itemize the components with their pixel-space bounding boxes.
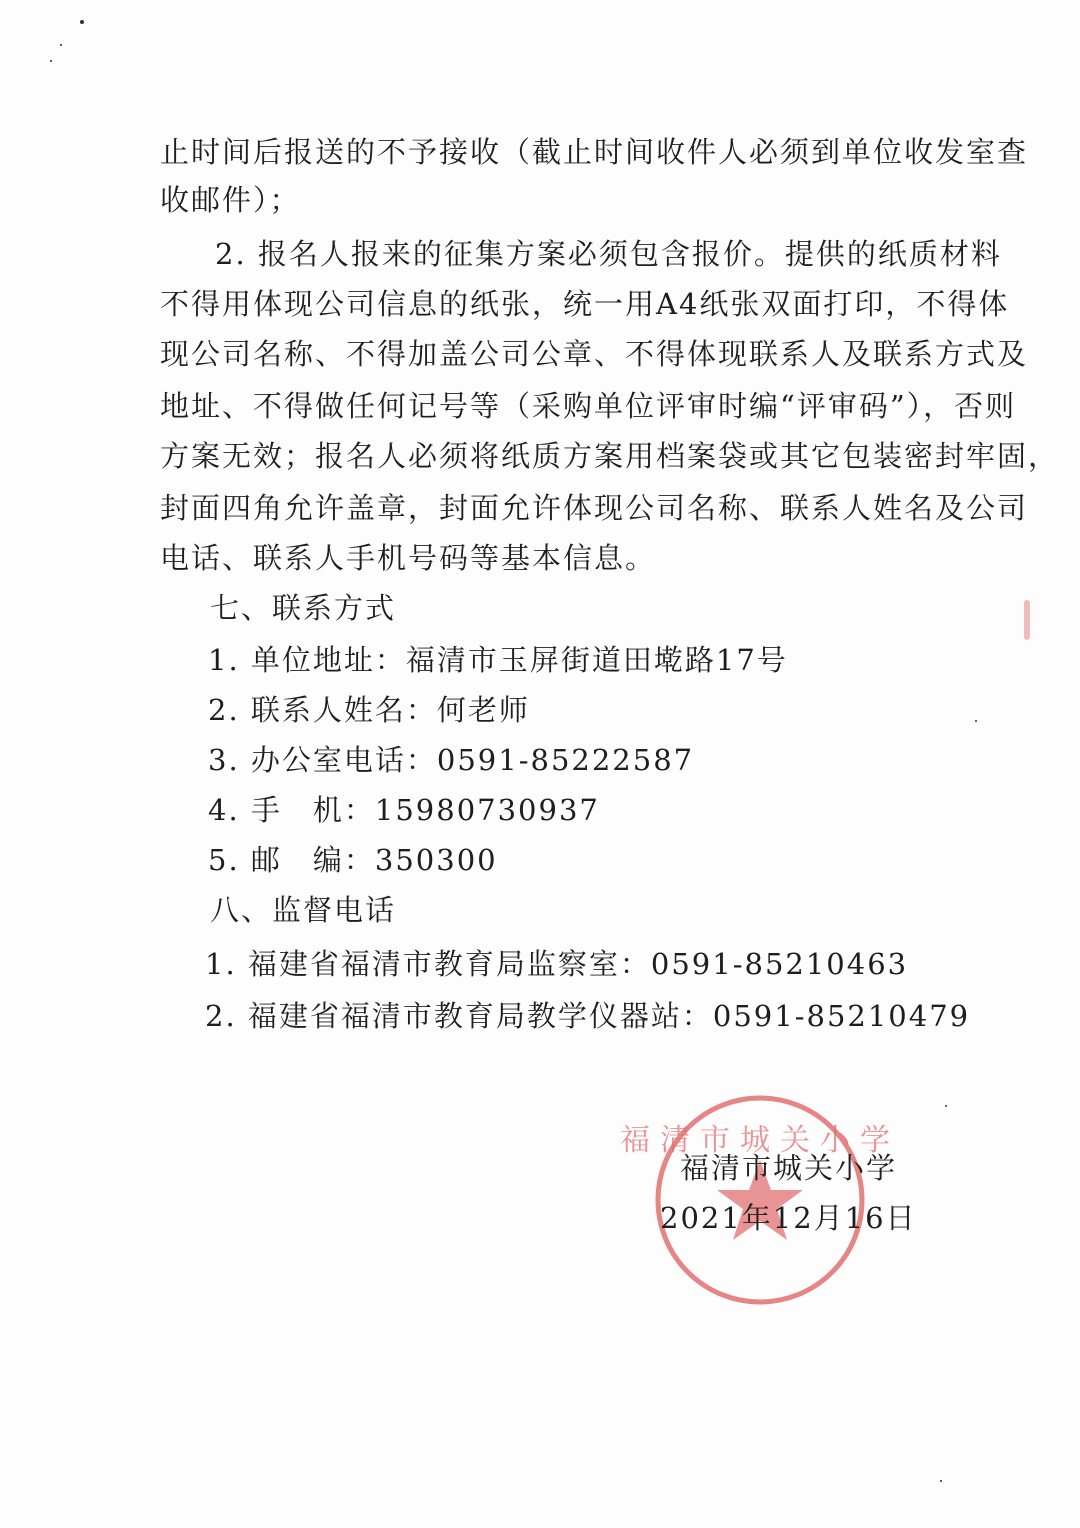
scan-speck — [945, 1105, 947, 1107]
body-line: 止时间后报送的不予接收（截止时间收件人必须到单位收发室查 — [160, 135, 1029, 169]
section-heading-supervision: 八、监督电话 — [210, 893, 397, 927]
body-line: 地址、不得做任何记号等（采购单位评审时编“评审码”），否则 — [160, 389, 1017, 423]
signature-organization: 福清市城关小学 — [680, 1151, 898, 1185]
scan-speck — [940, 1480, 942, 1482]
body-line: 方案无效；报名人必须将纸质方案用档案袋或其它包装密封牢固， — [160, 439, 1060, 473]
contact-item-mobile: 4. 手 机：15980730937 — [208, 793, 600, 827]
scan-speck — [80, 20, 84, 24]
contact-item-address: 1. 单位地址：福清市玉屏街道田墘路17号 — [208, 643, 788, 677]
body-line: 封面四角允许盖章，封面允许体现公司名称、联系人姓名及公司 — [160, 491, 1029, 525]
scan-speck — [60, 44, 62, 46]
supervision-item: 2. 福建省福清市教育局教学仪器站：0591-85210479 — [205, 999, 971, 1033]
seal-text: 福清市城关小学 — [620, 1123, 900, 1158]
scan-speck — [975, 720, 977, 722]
body-line: 2. 报名人报来的征集方案必须包含报价。提供的纸质材料 — [215, 237, 1002, 271]
body-line: 收邮件）； — [160, 183, 301, 217]
section-heading-contact: 七、联系方式 — [210, 591, 397, 625]
body-line: 现公司名称、不得加盖公司公章、不得体现联系人及联系方式及 — [160, 337, 1029, 371]
scan-speck — [50, 60, 52, 62]
body-line: 电话、联系人手机号码等基本信息。 — [160, 541, 657, 575]
signature-date: 2021年12月16日 — [660, 1201, 917, 1235]
contact-item-postcode: 5. 邮 编：350300 — [208, 843, 498, 877]
contact-item-office-phone: 3. 办公室电话：0591-85222587 — [208, 743, 695, 777]
body-line: 不得用体现公司信息的纸张，统一用A4纸张双面打印，不得体 — [160, 287, 1010, 321]
red-margin-mark — [1024, 600, 1030, 640]
contact-item-name: 2. 联系人姓名：何老师 — [208, 693, 530, 727]
supervision-item: 1. 福建省福清市教育局监察室：0591-85210463 — [205, 947, 909, 981]
